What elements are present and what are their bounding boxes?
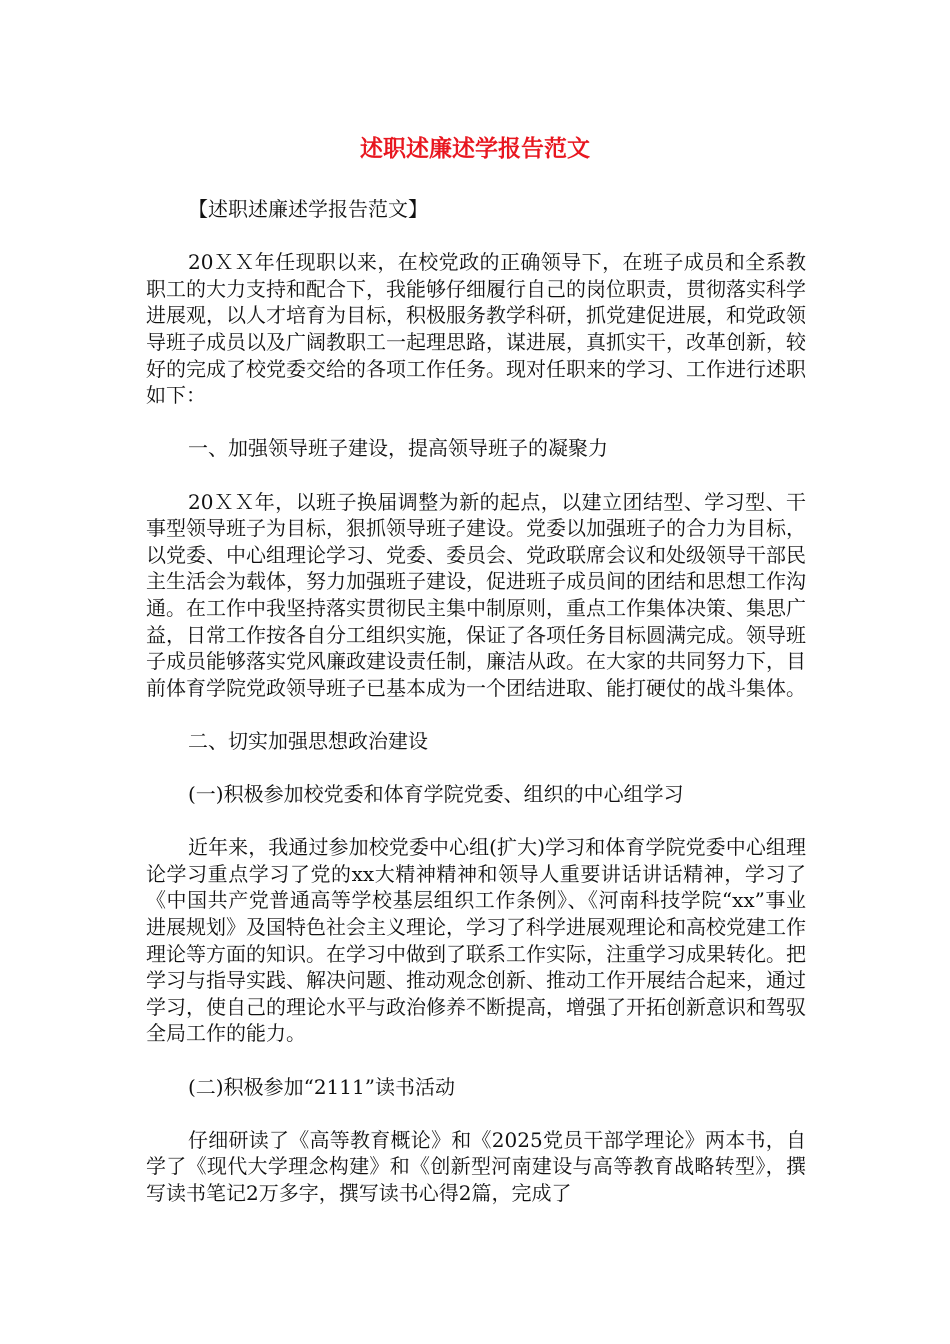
subsection-heading-2-1: (一)积极参加校党委和体育学院党委、组织的中心组学习 xyxy=(188,782,684,807)
section-heading-2: 二、切实加强思想政治建设 xyxy=(188,728,428,753)
paragraph-subsection-2-2: 仔细研读了《高等教育概论》和《2025党员干部学理论》两本书，自学了《现代大学理念构建》和《创新型河南建设与高等教育战略转型》，撰写读书笔记2万多字，撰写读书心得2篇，完成了 xyxy=(146,1127,806,1205)
paragraph-subsection-2-1: 近年来，我通过参加校党委中心组(扩大)学习和体育学院党委中心组理论学习重点学习了党的xx大精神精神和领导人重要讲话讲话精神，学习了《中国共产党普通高等学校基层组织工作条例》、《河南科技学院“xx”事业进展规划》及国特色社会主义理论，学习了科学进展观理论和高校党建工作理论等方面的知识。在学习中做到了联系工作实际，注重学习成果转化。把学习与指导实践、解决问题、推动观念创新、推动工作开展结合起来，通过学习，使自己的理论水平与政治修养不断提高，增强了开拓创新意识和驾驭全局工作的能力。 xyxy=(146,835,806,1046)
paragraph-section-1: 20ＸＸ年，以班子换届调整为新的起点，以建立团结型、学习型、干事型领导班子为目标，狠抓领导班子建设。党委以加强班子的合力为目标，以党委、中心组理论学习、党委、委员会、党政联席会议和处级领导干部民主生活会为载体，努力加强班子建设，促进班子成员间的团结和思想工作沟通。在工作中我坚持落实贯彻民主集中制原则，重点工作集体决策、集思广益，日常工作按各自分工组织实施，保证了各项任务目标圆满完成。领导班子成员能够落实党风廉政建设责任制，廉洁从政。在大家的共同努力下，目前体育学院党政领导班子已基本成为一个团结进取、能打硬仗的战斗集体。 xyxy=(146,489,806,700)
paragraph-intro: 20ＸＸ年任现职以来，在校党政的正确领导下，在班子成员和全系教职工的大力支持和配合下，我能够仔细履行自己的岗位职责，贯彻落实科学进展观，以人才培育为目标，积极服务教学科研，抓党建促进展，和党政领导班子成员以及广阔教职工一起理思路，谋进展，真抓实干，改革创新，较好的完成了校党委交给的各项工作任务。现对任职来的学习、工作进行述职如下： xyxy=(146,250,806,408)
subsection-heading-2-2: (二)积极参加“2111”读书活动 xyxy=(188,1074,455,1099)
intro-label: 【述职述廉述学报告范文】 xyxy=(188,197,428,221)
document-title: 述职述廉述学报告范文 xyxy=(360,136,590,162)
section-heading-1: 一、加强领导班子建设，提高领导班子的凝聚力 xyxy=(188,436,608,461)
document-body xyxy=(146,196,806,1233)
